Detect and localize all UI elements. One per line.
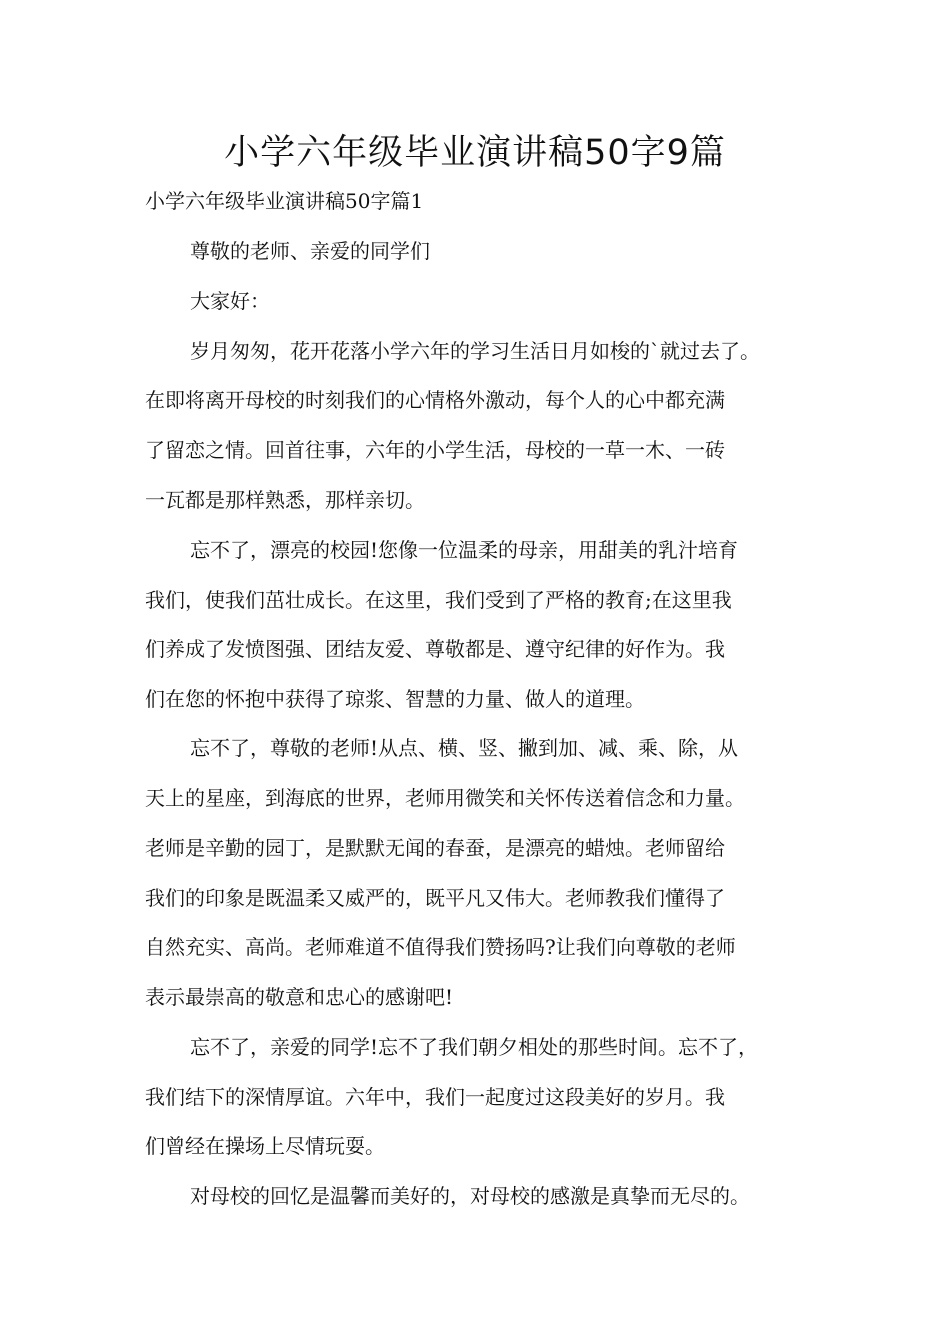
- text-line: 表示最崇高的敬意和忠心的感谢吧!: [145, 985, 454, 1009]
- text-line: 们养成了发愤图强、团结友爱、尊敬都是、遵守纪律的好作为。我: [145, 637, 725, 661]
- text-line: 们在您的怀抱中获得了琼浆、智慧的力量、做人的道理。: [145, 687, 645, 711]
- text-line: 忘不了，尊敬的老师!从点、横、竖、撇到加、减、乘、除，从: [190, 736, 739, 760]
- text-line: 对母校的回忆是温馨而美好的，对母校的感激是真挚而无尽的。: [190, 1184, 750, 1208]
- text-line: 忘不了，亲爱的同学!忘不了我们朝夕相处的那些时间。忘不了，: [190, 1035, 759, 1059]
- text-line: 在即将离开母校的时刻我们的心情格外激动，每个人的心中都充满: [145, 388, 725, 412]
- text-line: 老师是辛勤的园丁，是默默无闻的春蚕，是漂亮的蜡烛。老师留给: [145, 836, 725, 860]
- text-line: 忘不了，漂亮的校园!您像一位温柔的母亲，用甜美的乳汁培育: [190, 538, 739, 562]
- text-line: 天上的星座，到海底的世界，老师用微笑和关怀传送着信念和力量。: [145, 786, 745, 810]
- text-line-greeting: 大家好：: [190, 289, 270, 313]
- section-heading: 小学六年级毕业演讲稿50字篇1: [145, 189, 424, 213]
- text-line: 岁月匆匆，花开花落小学六年的学习生活日月如梭的`就过去了。: [190, 339, 760, 363]
- text-line: 我们，使我们茁壮成长。在这里，我们受到了严格的教育;在这里我: [145, 588, 732, 612]
- text-line: 一瓦都是那样熟悉，那样亲切。: [145, 488, 425, 512]
- text-line: 了留恋之情。回首往事，六年的小学生活，母校的一草一木、一砖: [145, 438, 725, 462]
- text-line: 我们的印象是既温柔又威严的，既平凡又伟大。老师教我们懂得了: [145, 886, 725, 910]
- text-line: 自然充实、高尚。老师难道不值得我们赞扬吗?让我们向尊敬的老师: [145, 935, 736, 959]
- text-line-salutation: 尊敬的老师、亲爱的同学们: [190, 239, 430, 263]
- document-title: 小学六年级毕业演讲稿50字9篇: [224, 133, 726, 173]
- text-line: 我们结下的深情厚谊。六年中，我们一起度过这段美好的岁月。我: [145, 1085, 725, 1109]
- text-line: 们曾经在操场上尽情玩耍。: [145, 1134, 385, 1158]
